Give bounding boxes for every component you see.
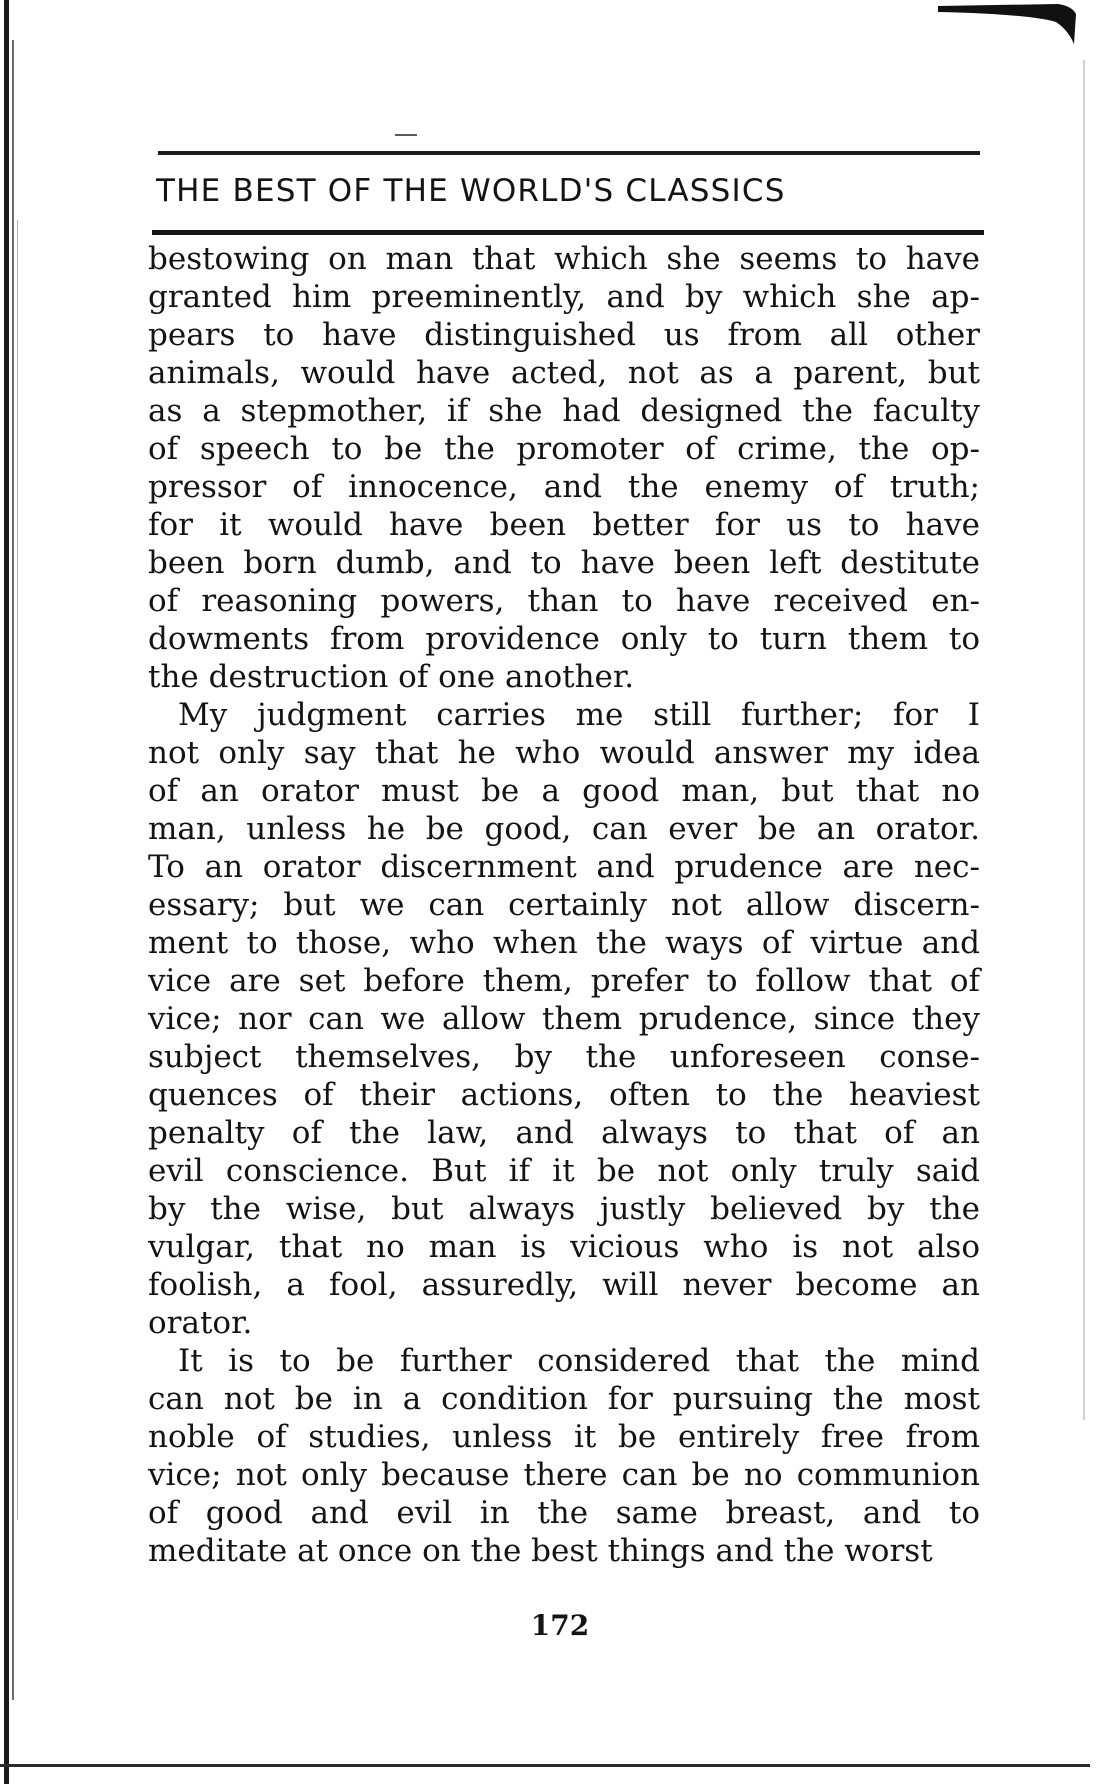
text-line: of good and evil in the same breast, and to [148, 1495, 980, 1531]
paragraph [148, 240, 980, 696]
paragraph [148, 696, 980, 1342]
text-line: pressor of innocence, and the enemy of truth; [148, 469, 980, 505]
text-line: vulgar, that no man is vicious who is not also [148, 1229, 980, 1265]
text-line: orator. [148, 1305, 253, 1341]
text-line: of speech to be the promoter of crime, the op- [148, 431, 980, 467]
text-line: the destruction of one another. [148, 659, 635, 695]
body-text [148, 240, 980, 1570]
text-line: evil conscience. But if it be not only truly said [148, 1153, 980, 1189]
text-line: It is to be further considered that the mind [178, 1343, 980, 1379]
header-rule-bottom [152, 230, 984, 235]
text-line: subject themselves, by the unforeseen conse- [148, 1039, 980, 1075]
page-edge-right [1083, 60, 1085, 1420]
text-line: My judgment carries me still further; for I [178, 697, 980, 733]
text-line: dowments from providence only to turn them to [148, 621, 980, 657]
text-line: been born dumb, and to have been left destitute [148, 545, 980, 581]
page-corner-curl [938, 0, 1078, 56]
text-line: of an orator must be a good man, but that no [148, 773, 980, 809]
page-edge-bottom [0, 1764, 1090, 1767]
text-line: as a stepmother, if she had designed the faculty [148, 393, 980, 429]
binding-shadow [12, 40, 14, 1700]
text-line: vice are set before them, prefer to follow that of [148, 963, 980, 999]
text-line: ment to those, who when the ways of virtue and [148, 925, 980, 961]
text-line: vice; not only because there can be no communion [148, 1457, 980, 1493]
text-line: by the wise, but always justly believed by the [148, 1191, 980, 1227]
text-line: bestowing on man that which she seems to have [148, 241, 980, 277]
header-rule-top [158, 151, 980, 155]
text-line: pears to have distinguished us from all other [148, 317, 980, 353]
text-line: can not be in a condition for pursuing the most [148, 1381, 980, 1417]
text-line: meditate at once on the best things and the worst [148, 1533, 933, 1569]
paragraph [148, 1342, 980, 1570]
text-line: of reasoning powers, than to have received en- [148, 583, 980, 619]
text-line: vice; nor can we allow them prudence, since they [148, 1001, 980, 1037]
text-line: for it would have been better for us to have [148, 507, 980, 543]
text-line: animals, would have acted, not as a parent, but [148, 355, 980, 391]
text-line: foolish, a fool, assuredly, will never become an [148, 1267, 980, 1303]
text-line: essary; but we can certainly not allow discern- [148, 887, 980, 923]
text-line: To an orator discernment and prudence are nec- [148, 849, 980, 885]
text-line: noble of studies, unless it be entirely free from [148, 1419, 980, 1455]
text-line: granted him preeminently, and by which she ap- [148, 279, 980, 315]
page-number: 172 [530, 1609, 590, 1642]
binding-edge [4, 0, 9, 1784]
running-head: THE BEST OF THE WORLD'S CLASSICS [156, 173, 786, 209]
binding-shadow-faint [17, 220, 18, 1520]
text-line: penalty of the law, and always to that of an [148, 1115, 980, 1151]
text-line: not only say that he who would answer my idea [148, 735, 980, 771]
text-line: man, unless he be good, can ever be an orator. [148, 811, 980, 847]
ink-speck [395, 134, 417, 136]
text-line: quences of their actions, often to the heaviest [148, 1077, 980, 1113]
